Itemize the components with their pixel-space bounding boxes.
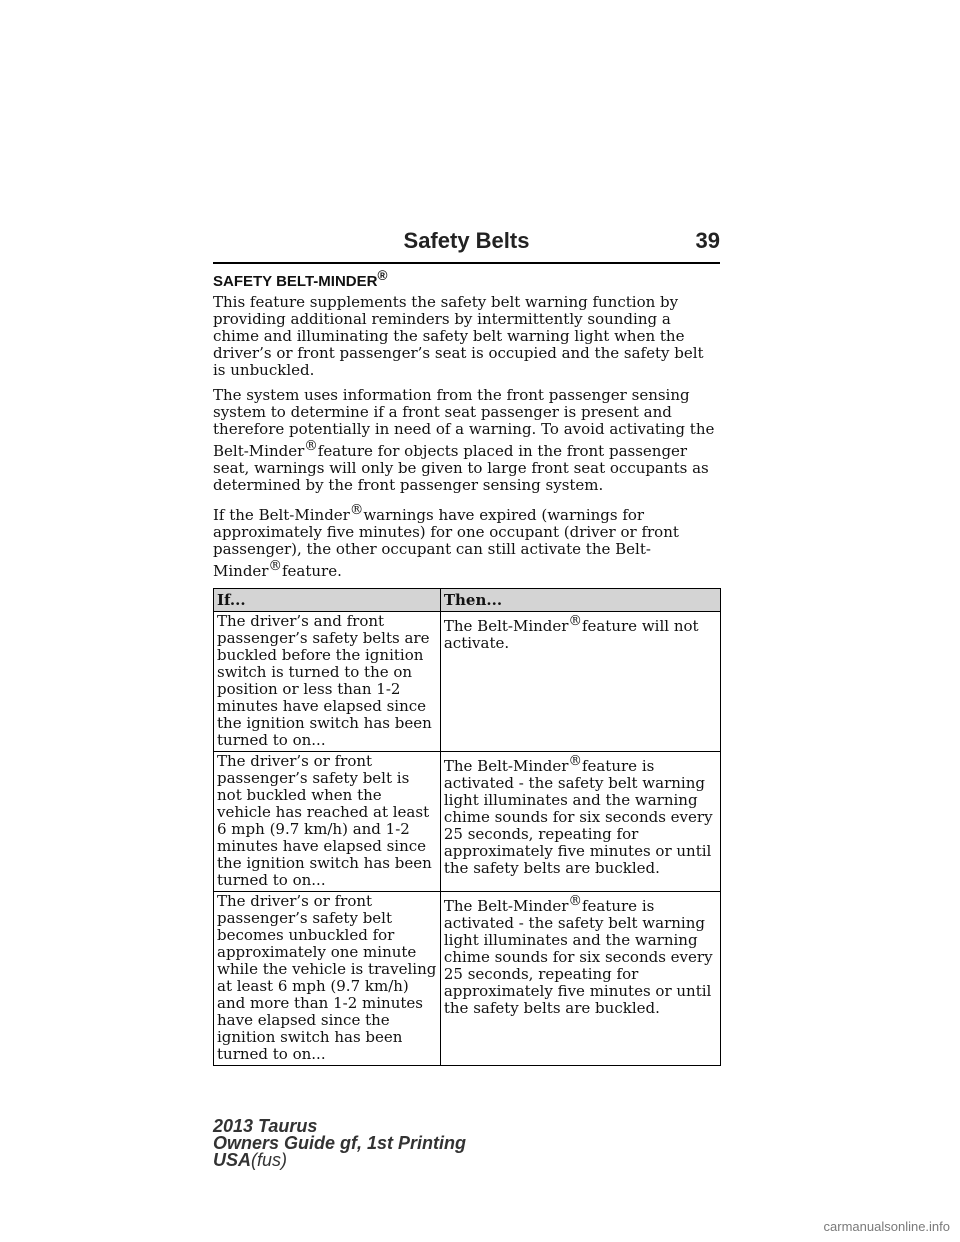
paragraph-2 <box>213 387 720 494</box>
registered-mark: ® <box>568 893 582 909</box>
column-header-then: Then... <box>440 589 720 612</box>
condition-cell: The driver’s and front passenger’s safety belts are buckled before the ignition switch is turned to the on position or less than 1-2 minutes have elapsed since the ignition switch has been turned to on... <box>214 612 441 752</box>
page-number: 39 <box>695 228 720 253</box>
chapter-title: Safety Belts <box>403 228 530 253</box>
result-text-b: feature is activated - the safety belt warning light illuminates and the warning chime sounds for six seconds every 25 seconds, repeating for approximately five minutes or until the safety belts are buckled. <box>443 897 713 1017</box>
section-heading-text: SAFETY BELT-MINDER <box>213 273 378 290</box>
result-cell <box>440 612 720 752</box>
table-row <box>214 892 721 1066</box>
paragraph-3 <box>213 502 720 580</box>
registered-mark: ® <box>377 268 388 283</box>
footer-market-code: (fus) <box>251 1150 288 1170</box>
paragraph-1: This feature supplements the safety belt warning function by providing additional reminders by intermittently sounding a chime and illuminating the safety belt warning light when the driver’s or front passenger’s seat is occupied and the safety belt is unbuckled. <box>213 293 704 379</box>
table-row <box>214 752 721 892</box>
paragraph-3-part-c: feature. <box>281 562 342 580</box>
registered-mark: ® <box>568 613 582 629</box>
condition-cell: The driver’s or front passenger’s safety belt is not buckled when the vehicle has reached at least 6 mph (9.7 km/h) and 1-2 minutes have elapsed since the ignition switch has been turned to on... <box>214 752 441 892</box>
registered-mark: ® <box>304 438 318 454</box>
belt-minder-table <box>213 588 721 1066</box>
paragraph-3-part-b: warnings have expired (warnings for approximately five minutes) for one occupant (driver or front passenger), the other occupant can still activate the Belt-Minder <box>213 506 679 580</box>
result-text-a: The Belt-Minder <box>443 757 569 775</box>
paragraph-2-part-a: The system uses information from the front passenger sensing system to determine if a front seat passenger is present and therefore potentially in need of a warning. To avoid activating the Belt-Minder <box>213 386 715 460</box>
table-row <box>214 612 721 752</box>
page-header <box>213 228 720 264</box>
site-watermark: carmanualsonline.info <box>823 1219 950 1234</box>
result-text-b: feature is activated - the safety belt warning light illuminates and the warning chime sounds for six seconds every 25 seconds, repeating for approximately five minutes or until the safety belts are buckled. <box>443 757 713 877</box>
result-cell <box>440 892 720 1066</box>
result-cell <box>440 752 720 892</box>
registered-mark: ® <box>268 558 282 574</box>
condition-cell: The driver’s or front passenger’s safety belt becomes unbuckled for approximately one minute while the vehicle is traveling at least 6 mph (9.7 km/h) and more than 1-2 minutes have elapsed since the ignition switch has been turned to on... <box>214 892 441 1066</box>
result-text-a: The Belt-Minder <box>443 897 569 915</box>
registered-mark: ® <box>568 753 582 769</box>
paragraph-2-part-b: feature for objects placed in the front passenger seat, warnings will only be given to large front seat occupants as determined by the front passenger sensing system. <box>213 442 709 494</box>
table-header-row <box>214 589 721 612</box>
footer-model: 2013 Taurus <box>213 1116 318 1136</box>
result-text-b: feature will not activate. <box>443 617 699 652</box>
registered-mark: ® <box>349 502 364 518</box>
page-content <box>213 268 720 1066</box>
footer-edition: Owners Guide gf, 1st Printing <box>213 1133 467 1153</box>
result-text-a: The Belt-Minder <box>443 617 569 635</box>
column-header-if: If... <box>214 589 441 612</box>
footer-market <box>213 1152 466 1169</box>
paragraph-3-part-a: If the Belt-Minder <box>213 506 350 524</box>
section-heading <box>213 268 720 290</box>
footer-market-name: USA <box>213 1150 252 1170</box>
print-info-footer <box>213 1118 466 1169</box>
